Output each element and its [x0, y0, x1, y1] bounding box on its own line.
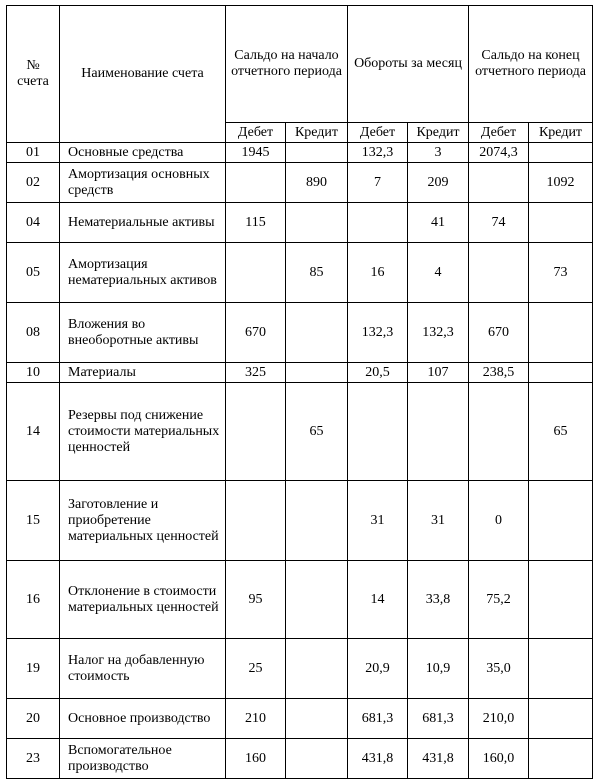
cell-cb-credit	[529, 143, 593, 163]
header-opening-credit: Кредит	[286, 123, 348, 143]
table-body	[7, 143, 593, 779]
cell-cb-credit	[529, 203, 593, 243]
cell-tr-debit: 7	[348, 163, 408, 203]
cell-ob-credit	[286, 481, 348, 561]
table-row	[7, 163, 593, 203]
cell-ob-credit: 85	[286, 243, 348, 303]
cell-cb-debit: 238,5	[469, 363, 529, 383]
cell-cb-debit: 74	[469, 203, 529, 243]
cell-ob-debit	[226, 163, 286, 203]
cell-ob-credit	[286, 561, 348, 639]
cell-tr-credit: 4	[408, 243, 469, 303]
header-account-name: Наименование счета	[60, 6, 226, 143]
cell-ob-debit: 25	[226, 639, 286, 699]
cell-ob-debit: 1945	[226, 143, 286, 163]
cell-tr-credit: 107	[408, 363, 469, 383]
cell-cb-debit: 0	[469, 481, 529, 561]
cell-ob-credit	[286, 699, 348, 739]
cell-cb-credit	[529, 481, 593, 561]
cell-name: Нематериальные активы	[60, 203, 226, 243]
cell-tr-credit: 41	[408, 203, 469, 243]
cell-cb-credit	[529, 303, 593, 363]
cell-ob-debit	[226, 243, 286, 303]
cell-code: 15	[7, 481, 60, 561]
cell-tr-debit: 14	[348, 561, 408, 639]
balance-sheet-table	[6, 5, 593, 779]
cell-name: Основные средства	[60, 143, 226, 163]
table-row	[7, 699, 593, 739]
cell-cb-debit: 75,2	[469, 561, 529, 639]
cell-ob-credit: 890	[286, 163, 348, 203]
cell-name: Вложения во внеоборотные активы	[60, 303, 226, 363]
cell-code: 10	[7, 363, 60, 383]
cell-code: 19	[7, 639, 60, 699]
cell-code: 02	[7, 163, 60, 203]
cell-cb-debit: 210,0	[469, 699, 529, 739]
header-opening-debit: Дебет	[226, 123, 286, 143]
header-closing-credit: Кредит	[529, 123, 593, 143]
cell-cb-credit	[529, 639, 593, 699]
cell-name: Амортизация нематериальных активов	[60, 243, 226, 303]
cell-tr-credit: 681,3	[408, 699, 469, 739]
table-row	[7, 481, 593, 561]
header-opening-balance: Сальдо на начало отчетного периода	[226, 6, 348, 123]
cell-ob-debit: 160	[226, 739, 286, 779]
cell-tr-credit: 431,8	[408, 739, 469, 779]
cell-ob-credit	[286, 363, 348, 383]
cell-tr-debit: 132,3	[348, 143, 408, 163]
header-turnover: Обороты за месяц	[348, 6, 469, 123]
cell-tr-credit	[408, 383, 469, 481]
cell-ob-debit	[226, 383, 286, 481]
cell-tr-debit: 132,3	[348, 303, 408, 363]
cell-code: 01	[7, 143, 60, 163]
cell-ob-credit	[286, 639, 348, 699]
header-closing-balance: Сальдо на конец отчетного периода	[469, 6, 593, 123]
table-row	[7, 639, 593, 699]
cell-tr-debit	[348, 383, 408, 481]
table-row	[7, 739, 593, 779]
cell-ob-credit	[286, 303, 348, 363]
cell-tr-credit: 132,3	[408, 303, 469, 363]
cell-ob-debit	[226, 481, 286, 561]
cell-cb-credit: 1092	[529, 163, 593, 203]
cell-code: 08	[7, 303, 60, 363]
table-row	[7, 303, 593, 363]
cell-cb-credit	[529, 699, 593, 739]
cell-ob-debit: 115	[226, 203, 286, 243]
cell-ob-debit: 95	[226, 561, 286, 639]
cell-tr-debit: 681,3	[348, 699, 408, 739]
cell-cb-debit: 35,0	[469, 639, 529, 699]
cell-cb-debit	[469, 383, 529, 481]
cell-ob-debit: 670	[226, 303, 286, 363]
cell-tr-debit: 31	[348, 481, 408, 561]
cell-ob-debit: 325	[226, 363, 286, 383]
cell-name: Вспомогательное производство	[60, 739, 226, 779]
table-row	[7, 561, 593, 639]
table-row	[7, 383, 593, 481]
cell-tr-credit: 209	[408, 163, 469, 203]
cell-ob-credit	[286, 203, 348, 243]
header-turnover-debit: Дебет	[348, 123, 408, 143]
table-row	[7, 363, 593, 383]
cell-cb-credit: 65	[529, 383, 593, 481]
cell-tr-credit: 33,8	[408, 561, 469, 639]
cell-cb-debit	[469, 243, 529, 303]
cell-cb-debit: 2074,3	[469, 143, 529, 163]
cell-name: Основное производство	[60, 699, 226, 739]
cell-tr-debit	[348, 203, 408, 243]
cell-name: Заготовление и приобретение материальных ценностей	[60, 481, 226, 561]
cell-cb-debit	[469, 163, 529, 203]
header-account-no: № счета	[7, 6, 60, 143]
header-closing-debit: Дебет	[469, 123, 529, 143]
table-header	[7, 6, 593, 143]
cell-tr-debit: 16	[348, 243, 408, 303]
cell-cb-credit: 73	[529, 243, 593, 303]
cell-tr-credit: 31	[408, 481, 469, 561]
cell-cb-credit	[529, 561, 593, 639]
cell-code: 23	[7, 739, 60, 779]
cell-code: 14	[7, 383, 60, 481]
cell-code: 16	[7, 561, 60, 639]
cell-name: Резервы под снижение стоимости материальных ценностей	[60, 383, 226, 481]
cell-cb-debit: 160,0	[469, 739, 529, 779]
cell-ob-debit: 210	[226, 699, 286, 739]
cell-ob-credit	[286, 739, 348, 779]
cell-code: 05	[7, 243, 60, 303]
cell-name: Амортизация основных средств	[60, 163, 226, 203]
cell-ob-credit: 65	[286, 383, 348, 481]
cell-name: Налог на добавленную стоимость	[60, 639, 226, 699]
cell-name: Материалы	[60, 363, 226, 383]
cell-cb-debit: 670	[469, 303, 529, 363]
cell-cb-credit	[529, 739, 593, 779]
cell-code: 20	[7, 699, 60, 739]
cell-tr-credit: 10,9	[408, 639, 469, 699]
cell-tr-debit: 20,9	[348, 639, 408, 699]
table-row	[7, 243, 593, 303]
cell-ob-credit	[286, 143, 348, 163]
cell-name: Отклонение в стоимости материальных ценностей	[60, 561, 226, 639]
table-row	[7, 143, 593, 163]
cell-cb-credit	[529, 363, 593, 383]
cell-tr-debit: 20,5	[348, 363, 408, 383]
cell-tr-debit: 431,8	[348, 739, 408, 779]
cell-code: 04	[7, 203, 60, 243]
cell-tr-credit: 3	[408, 143, 469, 163]
header-turnover-credit: Кредит	[408, 123, 469, 143]
table-row	[7, 203, 593, 243]
